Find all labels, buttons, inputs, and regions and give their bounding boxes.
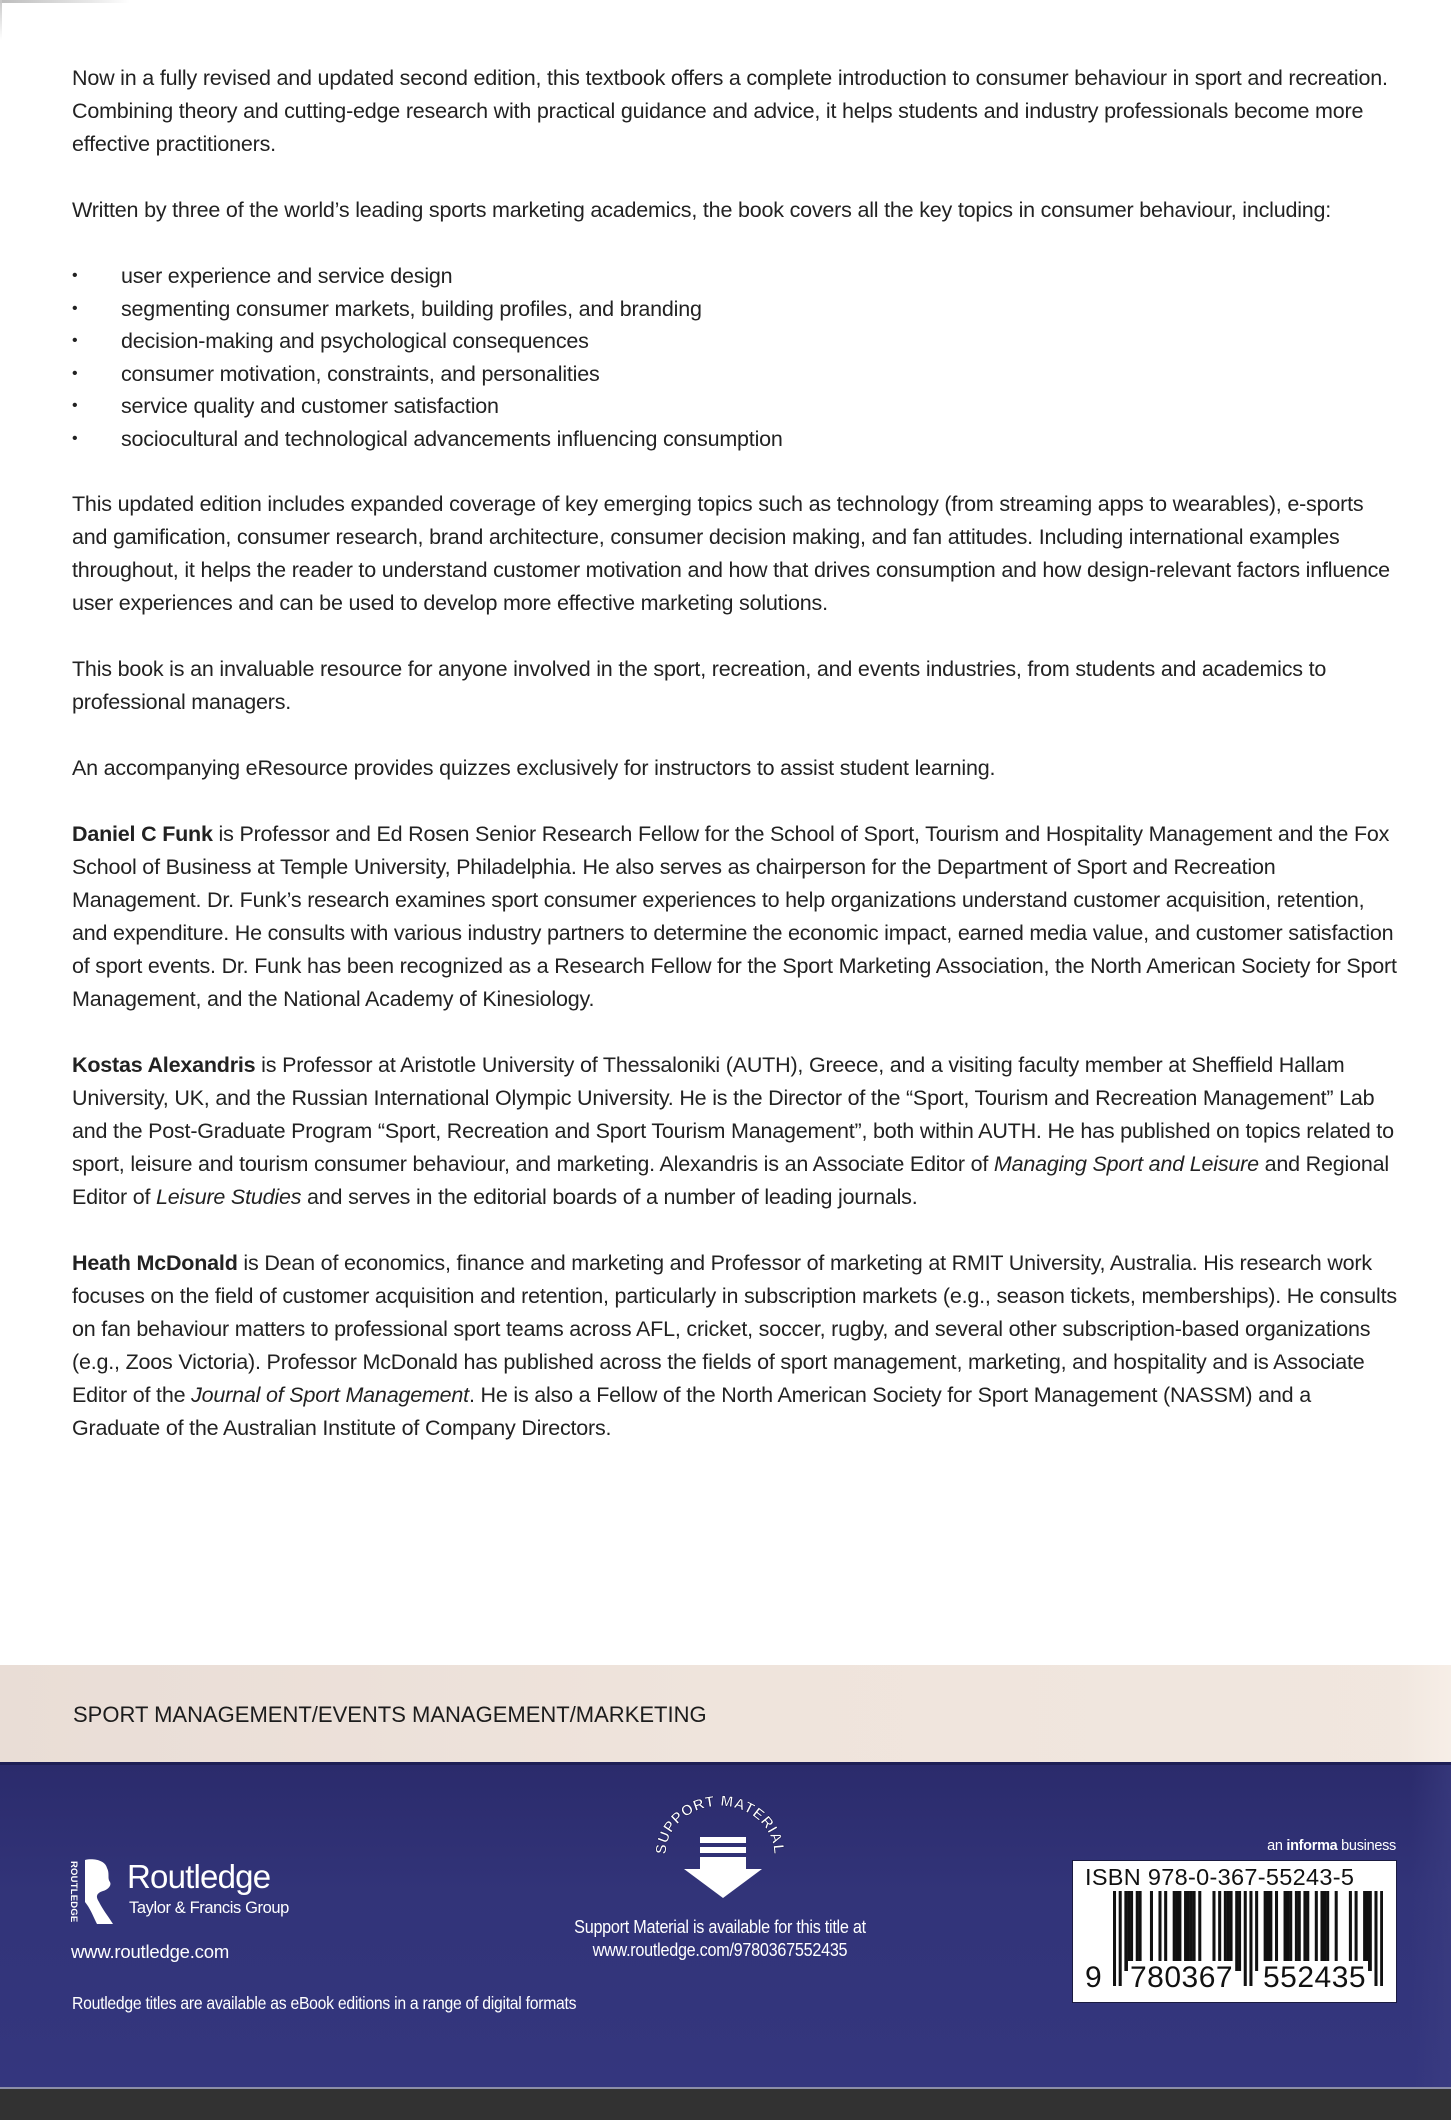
author-bio-funk: Daniel C Funk is Professor and Ed Rosen Senior Research Fellow for the School of Sport, Tourism and Hospitality Management and the Fox School of Business at Temple University, Philadelphia. He also serves as chairperson for the Department of Sport and Recreation Management. Dr. Funk’s research examines sport consumer experiences to help organizations understand customer acquisition, retention, and expenditure. He consults with various industry partners to determine the economic impact, earned media value, and customer satisfaction of sport events. Dr. Funk has been recognized as a Research Fellow for the Sport Marketing Association, the North American Society for Sport Management, and the National Academy of Kinesiology. [72,822,1397,1011]
barcode-bar [1374,1891,1377,1986]
barcode-bar [1249,1891,1252,1986]
arrow-head [684,1869,762,1898]
badge-stripe-bottom [700,1847,746,1853]
barcode-bar [1275,1891,1278,1971]
barcode-bar [1286,1891,1289,1971]
barcode-bar [1355,1891,1358,1971]
barcode-bar [1326,1891,1329,1971]
barcode-digits-right: 552435 [1263,1961,1367,1994]
routledge-r-icon [83,1858,113,1926]
barcode-bar [1295,1891,1298,1971]
barcode-bar [1124,1891,1127,1971]
barcode-bar [1238,1891,1241,1971]
support-material-note [520,1916,920,1962]
barcode-bar [1380,1891,1383,1986]
barcode-bar [1212,1891,1215,1971]
barcode-bar [1198,1891,1201,1971]
barcode-bar [1119,1891,1122,1986]
publisher-name: Routledge [127,1858,271,1895]
journal-title: Managing Sport and Leisure [993,1152,1259,1176]
back-cover-text [72,62,1402,1478]
subject-category: SPORT MANAGEMENT/EVENTS MANAGEMENT/MARKETING [73,1702,707,1727]
barcode-bar [1284,1891,1287,1971]
barcode-bar [1139,1891,1142,1971]
barcode-bar [1335,1891,1338,1971]
topic-item: • user experience and service design [72,260,1402,293]
updated-edition-paragraph: This updated edition includes expanded coverage of key emerging topics such as technology (from streaming apps to wearables), e-sports and gamification, consumer research, brand architecture, consumer decision making, and fan attitudes. Including international examples throughout, it helps the reader to understand customer motivation and how that drives consumption and how design-relevant factors influence user experiences and can be used to develop more effective marketing solutions. [72,492,1390,615]
barcode-bar [1315,1891,1318,1971]
barcode-bar [1176,1891,1179,1971]
barcode-digit-lead: 9 [1085,1961,1102,1994]
author-name: Daniel C Funk [72,822,213,846]
barcode-bar [1136,1891,1139,1971]
barcode-bar [1227,1891,1230,1971]
barcode-bar [1298,1891,1301,1971]
barcode-digits-left: 780367 [1130,1961,1234,1994]
barcode-bar [1158,1891,1161,1971]
barcode-bar [1320,1891,1323,1971]
barcode-bar [1235,1891,1238,1971]
intro-paragraph: Now in a fully revised and updated second edition, this textbook offers a complete introduction to consumer behaviour in sport and recreation. Combining theory and cutting-edge research with practical guidance and advice, it helps students and industry professionals become more effective practitioners. [72,66,1388,156]
isbn-barcode-box [1072,1860,1397,2003]
topic-item: • decision-making and psychological consequences [72,325,1402,358]
journal-title: Journal of Sport Management [191,1383,469,1407]
barcode-bar [1349,1891,1352,1971]
support-material-badge-icon [652,1794,788,1900]
barcode-bar [1187,1891,1190,1971]
barcode-bar [1127,1891,1130,1971]
logo-vertical-wordmark: ROUTLEDGE [68,1861,79,1923]
eresource-paragraph: An accompanying eResource provides quizzes exclusively for instructors to assist student learning. [72,756,996,780]
barcode-bar [1244,1891,1247,1986]
category-band [0,1665,1451,1762]
support-note-line-1: Support Material is available for this title at [574,1917,866,1937]
bullet-icon: • [72,267,78,284]
topic-item: • consumer motivation, constraints, and personalities [72,358,1402,391]
topic-item: • service quality and customer satisfaction [72,390,1402,423]
barcode-bar [1306,1891,1309,1971]
author-name: Kostas Alexandris [72,1053,256,1077]
barcode-bar [1266,1891,1269,1971]
barcode-bar [1193,1891,1196,1971]
bullet-icon: • [72,364,78,382]
barcode-bar [1130,1891,1133,1971]
barcode-bar [1218,1891,1221,1971]
badge-stripe-top [700,1837,746,1843]
barcode-bar [1164,1891,1167,1971]
arrow-shaft [700,1857,746,1869]
author-bio-mcdonald: Heath McDonald is Dean of economics, finance and marketing and Professor of marketing at RMIT University, Australia. His research work focuses on the field of customer acquisition and retention, particularly in subscription markets (e.g., season tickets, memberships). He consults on fan behaviour matters to professional sport teams across AFL, cricket, soccer, rugby, and several other subscription-based organizations (e.g., Zoos Victoria). Professor McDonald has published across the fields of sport management, marketing, and hospitality and is Associate Editor of the Journal of Sport Management. He is also a Fellow of the North American Society for Sport Management (NASSM) and a Graduate of the Australian Institute of Company Directors. [72,1251,1397,1440]
barcode-bar [1264,1891,1267,1971]
panel-edge-highlight [1411,1765,1451,2090]
barcode-bar [1113,1891,1116,1986]
background-surface [0,2087,1451,2120]
barcode-bar [1363,1891,1366,1971]
page-edge-shadow [0,0,2,40]
barcode-bar [1150,1891,1153,1971]
barcode-bar [1369,1891,1372,1971]
svg-text:SUPPORT MATERIAL [653,1794,787,1855]
topic-item: • sociocultural and technological advancements influencing consumption [72,423,1402,456]
support-badge-text: SUPPORT MATERIAL [652,1794,788,1856]
isbn-label: ISBN 978-0-367-55243-5 [1085,1864,1355,1890]
barcode-bar [1323,1891,1326,1971]
barcode-bar [1230,1891,1233,1971]
barcode-bar [1269,1891,1272,1971]
barcode-bar [1224,1891,1227,1971]
bullet-icon: • [72,299,78,317]
bullet-icon: • [72,332,78,349]
author-name: Heath McDonald [72,1251,238,1275]
topics-lead-paragraph: Written by three of the world’s leading sports marketing academics, the book covers all the key topics in consumer behaviour, including: [72,198,1332,222]
bullet-icon: • [72,397,78,414]
band-edge-highlight [1396,1665,1451,1762]
audience-paragraph: This book is an invaluable resource for anyone involved in the sport, recreation, and events industries, from students and academics to professional managers. [72,657,1327,714]
barcode-bar [1303,1891,1306,1971]
barcode-bar [1178,1891,1181,1971]
routledge-logo [66,1858,326,1928]
barcode-bar [1190,1891,1193,1971]
barcode-bar [1173,1891,1176,1971]
barcode-bar [1289,1891,1292,1971]
publisher-group: Taylor & Francis Group [129,1899,289,1917]
journal-title: Leisure Studies [156,1185,302,1209]
ebook-note: Routledge titles are available as eBook editions in a range of digital formats [72,1993,577,2013]
bullet-icon: • [72,429,78,447]
publisher-url[interactable]: www.routledge.com [71,1941,230,1962]
barcode-bar [1255,1891,1258,1971]
informa-business-tag: an informa business [1267,1838,1396,1854]
support-material-url[interactable]: www.routledge.com/9780367552435 [592,1940,848,1960]
topic-item: • segmenting consumer markets, building profiles, and branding [72,293,1402,326]
page-corner-shadow [0,0,130,3]
author-bio-alexandris: Kostas Alexandris is Professor at Aristotle University of Thessaloniki (AUTH), Greece, and a visiting faculty member at Sheffield Hallam University, UK, and the Russian International Olympic University. He is the Director of the “Sport, Tourism and Recreation Management” Lab and the Post-Graduate Program “Sport, Recreation and Sport Tourism Management”, both within AUTH. He has published on topics related to sport, leisure and tourism consumer behaviour, and marketing. Alexandris is an Associate Editor of Managing Sport and Leisure and Regional Editor of Leisure Studies and serves in the editorial boards of a number of leading journals. [72,1053,1394,1209]
barcode-bar [1184,1891,1187,1971]
topics-list [72,260,1402,455]
barcode-bar [1366,1891,1369,1971]
